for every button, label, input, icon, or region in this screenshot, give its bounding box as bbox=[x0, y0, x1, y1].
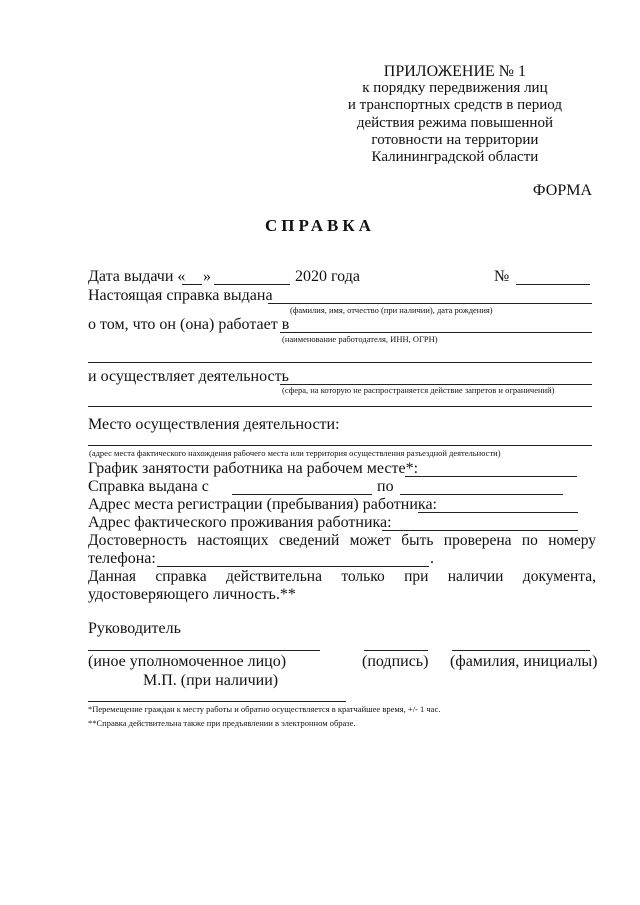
appendix-line: Калининградской области bbox=[371, 149, 539, 166]
issued-to-line[interactable] bbox=[268, 303, 592, 304]
footnote-divider bbox=[88, 701, 346, 702]
valid-doc-text-2: удостоверяющего личность.** bbox=[88, 586, 296, 603]
issued-to-label: Настоящая справка выдана bbox=[88, 287, 273, 304]
valid-from-label: Справка выдана с bbox=[88, 478, 209, 495]
stamp-label: М.П. (при наличии) bbox=[143, 672, 279, 689]
head-line[interactable] bbox=[88, 650, 320, 651]
issue-day-line[interactable] bbox=[182, 284, 202, 285]
reg-address-line[interactable] bbox=[418, 512, 578, 513]
verify-end: . bbox=[430, 550, 434, 567]
number-sign: № bbox=[494, 268, 510, 285]
activity-hint: (сфера, на которую не распространяется действие запретов и ограничений) bbox=[282, 385, 555, 395]
name-line[interactable] bbox=[452, 650, 590, 651]
appendix-line: готовности на территории bbox=[371, 131, 539, 148]
head-label: Руководитель bbox=[88, 620, 181, 637]
phone-line[interactable] bbox=[157, 566, 429, 567]
valid-to-label: по bbox=[377, 478, 394, 495]
place-hint: (адрес места фактического нахождения рабочего места или территория осуществления разъездной деятельности) bbox=[89, 448, 501, 458]
appendix-line: и транспортных средств в период bbox=[347, 97, 562, 114]
issue-date-label: Дата выдачи « bbox=[88, 268, 186, 285]
valid-from-line[interactable] bbox=[232, 494, 372, 495]
actual-address-label: Адрес фактического проживания работника: bbox=[88, 514, 392, 531]
issue-month-line[interactable] bbox=[214, 284, 290, 285]
signature-label: (подпись) bbox=[362, 653, 429, 670]
document-title: СПРАВКА bbox=[265, 216, 375, 235]
valid-to-line[interactable] bbox=[400, 494, 563, 495]
place-line[interactable] bbox=[88, 445, 592, 446]
works-at-label: о том, что он (она) работает в bbox=[88, 316, 290, 333]
works-at-line-2[interactable] bbox=[88, 362, 592, 363]
schedule-line[interactable] bbox=[405, 476, 577, 477]
activity-label: и осуществляет деятельность bbox=[88, 368, 289, 385]
issue-date-close: » bbox=[203, 268, 211, 285]
verify-phone-label: телефона: bbox=[88, 550, 156, 567]
form-label: ФОРМА bbox=[532, 182, 592, 199]
appendix-line: к порядку передвижения лиц bbox=[362, 80, 548, 97]
works-at-line[interactable] bbox=[280, 332, 592, 333]
footnote-1: *Перемещение граждан к месту работы и обратно осуществляется в кратчайшее время, +/- 1 час. bbox=[88, 704, 441, 714]
authorized-label: (иное уполномоченное лицо) bbox=[88, 653, 287, 670]
works-at-hint: (наименование работодателя, ИНН, ОГРН) bbox=[282, 334, 438, 344]
appendix-title: ПРИЛОЖЕНИЕ № 1 bbox=[383, 63, 527, 80]
signature-line[interactable] bbox=[364, 650, 428, 651]
appendix-line: действия режима повышенной bbox=[356, 114, 553, 131]
actual-address-line[interactable] bbox=[382, 530, 578, 531]
appendix-block bbox=[348, 63, 562, 166]
valid-doc-text: Данная справка действительна только при наличии документа, bbox=[88, 568, 596, 585]
issued-to-hint: (фамилия, имя, отчество (при наличии), дата рождения) bbox=[290, 305, 493, 315]
reg-address-label: Адрес места регистрации (пребывания) работника: bbox=[88, 496, 437, 513]
number-line[interactable] bbox=[516, 284, 590, 285]
name-label: (фамилия, инициалы) bbox=[450, 653, 598, 670]
issue-year: 2020 года bbox=[295, 268, 360, 285]
schedule-label: График занятости работника на рабочем месте*: bbox=[88, 460, 419, 477]
footnote-2: **Справка действительна также при предъявлении в электронном образе. bbox=[88, 718, 356, 728]
verify-text: Достоверность настоящих сведений может быть проверена по номеру bbox=[88, 532, 596, 549]
activity-line-2[interactable] bbox=[88, 406, 592, 407]
place-label: Место осуществления деятельности: bbox=[88, 416, 340, 433]
